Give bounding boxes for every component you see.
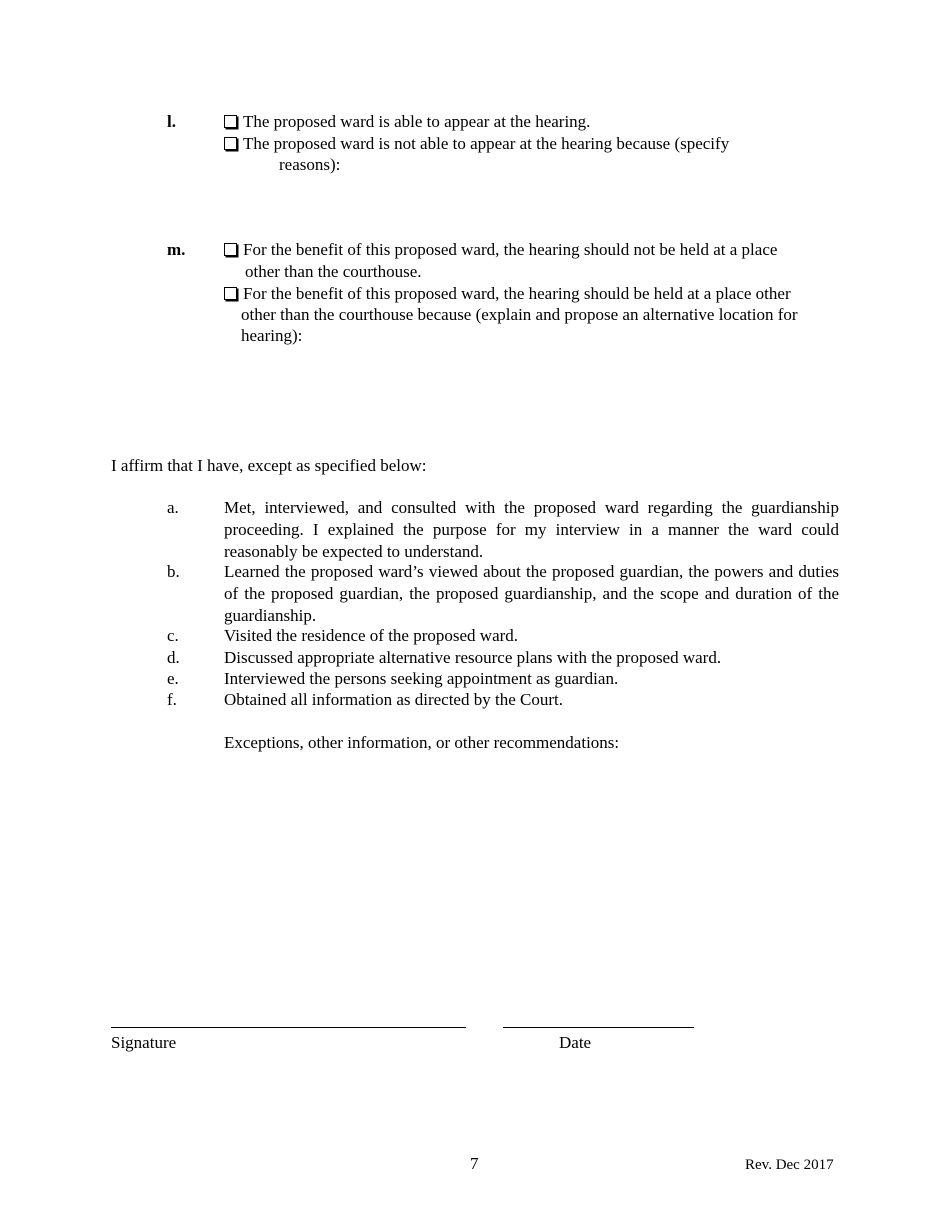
date-label: Date: [559, 1033, 592, 1052]
item-m-option-held-text: For the benefit of this proposed ward, the hearing should be held at a place other: [243, 284, 791, 303]
list-letter: e.: [167, 669, 179, 688]
item-l-option-able[interactable]: [224, 111, 590, 133]
page-number: 7: [470, 1154, 479, 1173]
checkbox-icon[interactable]: [224, 243, 237, 256]
list-item: Met, interviewed, and consulted with the proposed ward regarding the guardianship proceeding. I explained the purpose for my interview in a manner the ward could reasonably be expected to understand.: [224, 498, 839, 561]
list-letter: c.: [167, 626, 179, 645]
list-letter: a.: [167, 498, 179, 517]
list-item: Learned the proposed ward’s viewed about the proposed guardian, the powers and duties of the proposed guardian, the proposed guardianship, and the scope and duration of the guardianship.: [224, 562, 839, 625]
list-item: Interviewed the persons seeking appointment as guardian.: [224, 669, 619, 688]
signature-line[interactable]: [111, 1027, 466, 1028]
item-l-option-not-able-cont: reasons):: [279, 155, 341, 174]
item-l-option-not-able[interactable]: [224, 133, 729, 155]
item-m-option-held[interactable]: [224, 283, 791, 305]
item-m-option-not-held[interactable]: [224, 239, 777, 261]
checkbox-icon[interactable]: [224, 287, 237, 300]
signature-label: Signature: [111, 1033, 177, 1052]
item-l-label: l.: [167, 112, 176, 131]
list-item: Visited the residence of the proposed ward.: [224, 626, 519, 645]
checkbox-icon[interactable]: [224, 115, 237, 128]
list-letter: b.: [167, 562, 180, 581]
item-m-option-not-held-text: For the benefit of this proposed ward, the hearing should not be held at a place: [243, 240, 778, 259]
item-m-option-held-cont1: other than the courthouse because (explain and propose an alternative location for: [241, 305, 798, 324]
list-item: Discussed appropriate alternative resource plans with the proposed ward.: [224, 648, 722, 667]
list-item: Obtained all information as directed by the Court.: [224, 690, 563, 709]
item-l-option-not-able-text: The proposed ward is not able to appear at the hearing because (specify: [243, 134, 730, 153]
item-m-option-not-held-cont: other than the courthouse.: [245, 262, 422, 281]
list-letter: d.: [167, 648, 180, 667]
item-l-option-able-text: The proposed ward is able to appear at the hearing.: [243, 112, 591, 131]
item-m-label: m.: [167, 240, 186, 259]
exceptions-label: Exceptions, other information, or other recommendations:: [224, 733, 620, 752]
date-line[interactable]: [503, 1027, 694, 1028]
revision-label: Rev. Dec 2017: [745, 1157, 834, 1173]
list-letter: f.: [167, 690, 177, 709]
checkbox-icon[interactable]: [224, 137, 237, 150]
item-m-option-held-cont2: hearing):: [241, 326, 303, 345]
affirm-statement: I affirm that I have, except as specified below:: [111, 456, 427, 475]
